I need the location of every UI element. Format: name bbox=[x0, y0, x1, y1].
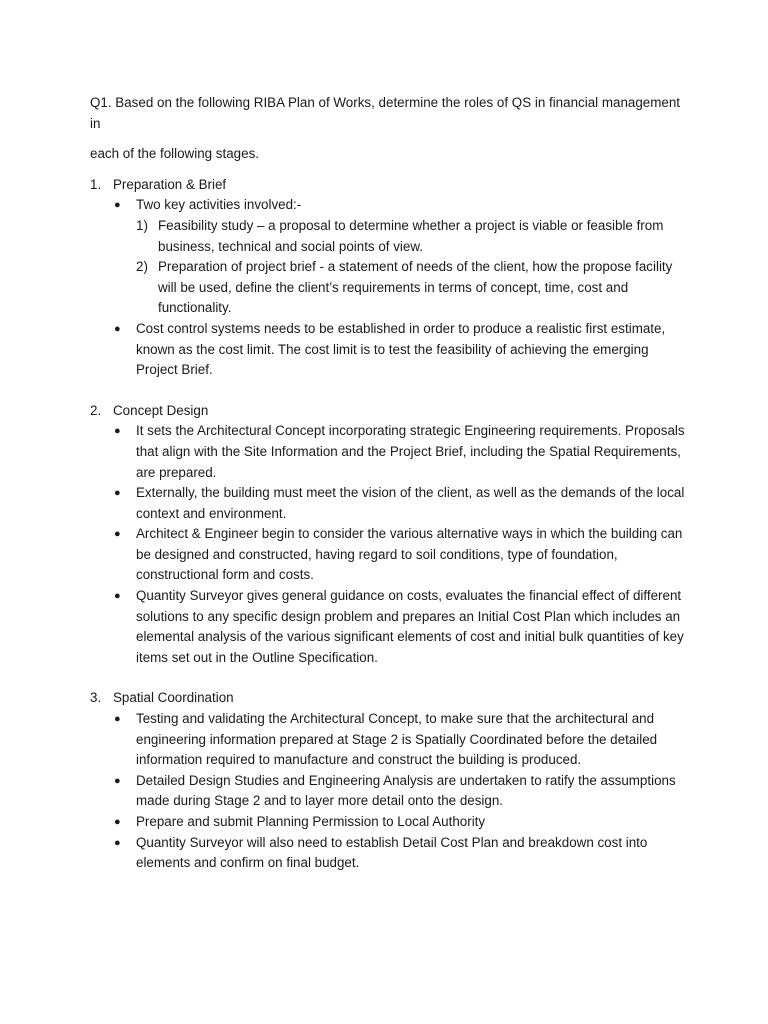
list-item-text: It sets the Architectural Concept incorporating strategic Engineering requirements. Proposals that align with the Site Information and the Project Brief, including the Spatial Requirements, are prepared. bbox=[136, 423, 685, 480]
stage-number: 2. bbox=[90, 402, 102, 418]
bullet-icon: ● bbox=[114, 487, 121, 500]
list-item bbox=[90, 771, 690, 812]
sublist-item-text: Preparation of project brief - a statement of needs of the client, how the propose facility will be used, define the client’s requirements in terms of concept, time, cost and functionality. bbox=[158, 259, 673, 316]
sublist-number: 2) bbox=[136, 259, 148, 275]
bullet-list bbox=[90, 709, 690, 874]
list-item bbox=[90, 709, 690, 771]
bullet-icon: ● bbox=[114, 816, 121, 828]
document-page bbox=[90, 93, 690, 874]
list-item-text: Quantity Surveyor gives general guidance on costs, evaluates the financial effect of different solutions to any specific design problem and prepares an Initial Cost Plan which includes an elemental analysis of the various significant elements of cost and initial bulk quantities of key items set out in the Outline Specification. bbox=[136, 588, 684, 665]
list-item bbox=[90, 319, 690, 381]
sublist-item bbox=[136, 216, 690, 257]
question-continuation: each of the following stages. bbox=[90, 146, 259, 162]
list-item-text: Cost control systems needs to be established in order to produce a realistic first estimate, known as the cost limit. The cost limit is to test the feasibility of achieving the emerging Project Brief. bbox=[136, 320, 666, 378]
stage-number: 3. bbox=[90, 690, 102, 706]
list-item-text: Prepare and submit Planning Permission to Local Authority bbox=[136, 814, 486, 829]
stage-number: 1. bbox=[90, 176, 102, 192]
list-item bbox=[90, 812, 690, 833]
stage-heading bbox=[90, 401, 690, 422]
stage-3 bbox=[90, 688, 690, 873]
list-item bbox=[90, 483, 690, 524]
bullet-icon: ● bbox=[114, 590, 121, 603]
bullet-icon: ● bbox=[114, 199, 121, 212]
list-item-text: Externally, the building must meet the vision of the client, as well as the demands of the local context and environment. bbox=[136, 485, 685, 521]
stage-title: Preparation & Brief bbox=[113, 176, 227, 192]
sublist-item bbox=[136, 257, 690, 319]
list-item-text: Detailed Design Studies and Engineering Analysis are undertaken to ratify the assumptions made during Stage 2 and to layer more detail onto the design. bbox=[136, 772, 676, 809]
bullet-icon: ● bbox=[114, 774, 121, 787]
bullet-list bbox=[90, 421, 690, 668]
bullet-icon: ● bbox=[114, 425, 121, 438]
list-item-text: Architect & Engineer begin to consider the various alternative ways in which the building can be designed and constructed, having regard to soil conditions, type of foundation, constructional form and costs. bbox=[136, 526, 683, 583]
list-item-text: Testing and validating the Architectural Concept, to make sure that the architectural and engineering information prepared at Stage 2 is Spatially Coordinated before the detailed information required to manufacture and construct the building is produced. bbox=[136, 711, 658, 768]
bullet-icon: ● bbox=[114, 528, 121, 541]
stage-title: Concept Design bbox=[113, 402, 209, 418]
question-text: Q1. Based on the following RIBA Plan of Works, determine the roles of QS in financial management in bbox=[90, 95, 680, 131]
stage-2 bbox=[90, 401, 690, 669]
list-item bbox=[90, 195, 690, 319]
stage-title: Spatial Coordination bbox=[113, 690, 234, 706]
list-item bbox=[90, 833, 690, 874]
numbered-sublist bbox=[136, 216, 690, 319]
stage-heading bbox=[90, 688, 690, 709]
bullet-list bbox=[90, 195, 690, 380]
bullet-icon: ● bbox=[114, 322, 121, 335]
bullet-icon: ● bbox=[114, 836, 121, 849]
sublist-item-text: Feasibility study – a proposal to determine whether a project is viable or feasible from business, technical and social points of view. bbox=[158, 217, 664, 254]
list-item-text: Two key activities involved:- bbox=[136, 197, 302, 213]
sublist-number: 1) bbox=[136, 217, 148, 233]
list-item bbox=[90, 524, 690, 586]
list-item bbox=[90, 421, 690, 483]
stage-heading bbox=[90, 175, 690, 196]
stage-1 bbox=[90, 175, 690, 381]
bullet-icon: ● bbox=[114, 713, 121, 726]
list-item bbox=[90, 586, 690, 668]
list-item-text: Quantity Surveyor will also need to establish Detail Cost Plan and breakdown cost into elements and confirm on final budget. bbox=[136, 834, 648, 871]
